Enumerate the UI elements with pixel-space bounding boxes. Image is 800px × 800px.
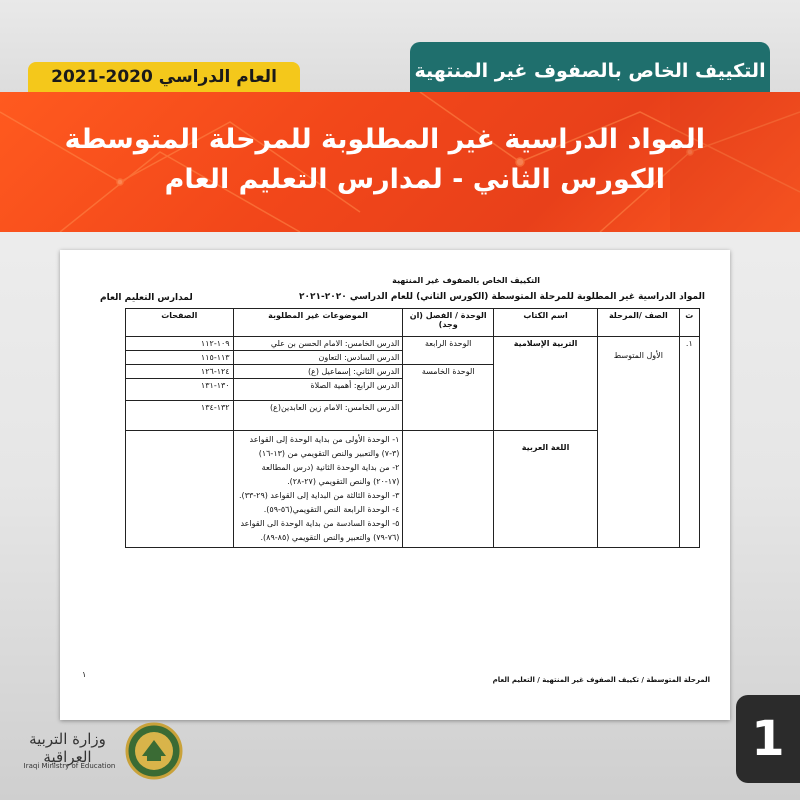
ministry-name-arabic: وزارة التربية العراقية bbox=[29, 730, 106, 766]
book-arabic: اللغة العربية bbox=[493, 431, 597, 548]
unit-cell: الوحدة الرابعة bbox=[403, 337, 494, 365]
pages-cell: ١٣٠-١٣١ bbox=[126, 379, 234, 401]
pages-cell-empty bbox=[126, 431, 234, 548]
column-header: اسم الكتاب bbox=[493, 309, 597, 337]
ministry-emblem-icon bbox=[125, 722, 183, 780]
arabic-topics-cell bbox=[233, 431, 403, 548]
academic-year-text: العام الدراسي 2020-2021 bbox=[51, 67, 277, 87]
topic-cell: الدرس السادس: التعاون bbox=[233, 351, 403, 365]
table-header-row bbox=[126, 309, 700, 337]
ministry-name-english: Iraqi Ministry of Education bbox=[23, 762, 116, 770]
page-number-badge bbox=[736, 695, 800, 783]
topic-cell: الدرس الرابع: أهمية الصلاة bbox=[233, 379, 403, 401]
unit-cell-empty bbox=[403, 431, 494, 548]
banner-title-line2: الكورس الثاني - لمدارس التعليم العام bbox=[164, 164, 665, 195]
adaptation-tag-text: التكييف الخاص بالصفوف غير المنتهية bbox=[414, 60, 766, 82]
pages-cell: ١٢٤-١٢٦ bbox=[126, 365, 234, 379]
arabic-topic-item: ٤- الوحدة الرابعة النص التقويمي(٥٦-٥٩). bbox=[263, 505, 400, 514]
column-header: الموضوعات غير المطلوبة bbox=[233, 309, 403, 337]
banner-title-line1: المواد الدراسية غير المطلوبة للمرحلة المتوسطة bbox=[64, 124, 705, 155]
table-row bbox=[126, 337, 700, 351]
unit-cell: الوحدة الخامسة bbox=[403, 365, 494, 431]
arabic-topic-item: ٣- الوحدة الثالثة من البداية إلى القواعد (٢٩-٣٣). bbox=[239, 491, 400, 500]
document-page-number: ١ bbox=[82, 670, 87, 679]
pages-cell: ١١٣-١١٥ bbox=[126, 351, 234, 365]
pages-cell: ١٠٩-١١٢ bbox=[126, 337, 234, 351]
topic-cell: الدرس الخامس: الامام الحسن بن علي bbox=[233, 337, 403, 351]
arabic-topic-item: ٢- من بداية الوحدة الثانية (درس المطالعة (١٧-٢٠) والنص التقويمي (٢٧-٢٨). bbox=[261, 463, 400, 486]
column-header: الصفحات bbox=[126, 309, 234, 337]
column-header: ت bbox=[679, 309, 699, 337]
topic-cell: الدرس الخامس: الامام زين العابدين(ع) bbox=[233, 401, 403, 431]
column-header: الصف /المرحلة bbox=[598, 309, 680, 337]
document-heading: التكييف الخاص بالصفوف غير المنتهية bbox=[392, 276, 540, 285]
document-school-type: لمدارس التعليم العام bbox=[100, 293, 193, 303]
book-islamic: التربية الإسلامية bbox=[493, 337, 597, 431]
arabic-topic-item: ١- الوحدة الأولى من بداية الوحدة إلى القواعد (٣-٧) والتعبير والنص التقويمي من (١٣-١٦) bbox=[249, 435, 400, 458]
page-number-text: 1 bbox=[751, 711, 785, 767]
academic-year-tag bbox=[28, 62, 300, 92]
grade-cell: الأول المتوسط bbox=[598, 337, 680, 548]
topic-cell: الدرس الثاني: إسماعيل (ع) bbox=[233, 365, 403, 379]
ministry-logo bbox=[20, 722, 190, 784]
column-header: الوحدة / الفصل (ان وجد) bbox=[403, 309, 494, 337]
arabic-topic-item: ٥- الوحدة السادسة من بداية الوحدة الى القواعد (٧٦-٧٩) والتعبير والنص التقويمي (٨٥-٨٩). bbox=[240, 519, 400, 542]
document-subheading: المواد الدراسية غير المطلوبة للمرحلة المتوسطة (الكورس الثاني) للعام الدراسي ٢٠٢٠-٢٠٢١ bbox=[298, 292, 705, 302]
pages-cell: ١٣٢-١٣٤ bbox=[126, 401, 234, 431]
row-number: ١. bbox=[679, 337, 699, 548]
document-scan bbox=[60, 250, 730, 720]
title-banner bbox=[0, 92, 800, 232]
subjects-table bbox=[125, 308, 700, 548]
document-footer: المرحلة المتوسطة / تكييف الصفوف غير المنتهية / التعليم العام bbox=[492, 676, 710, 684]
